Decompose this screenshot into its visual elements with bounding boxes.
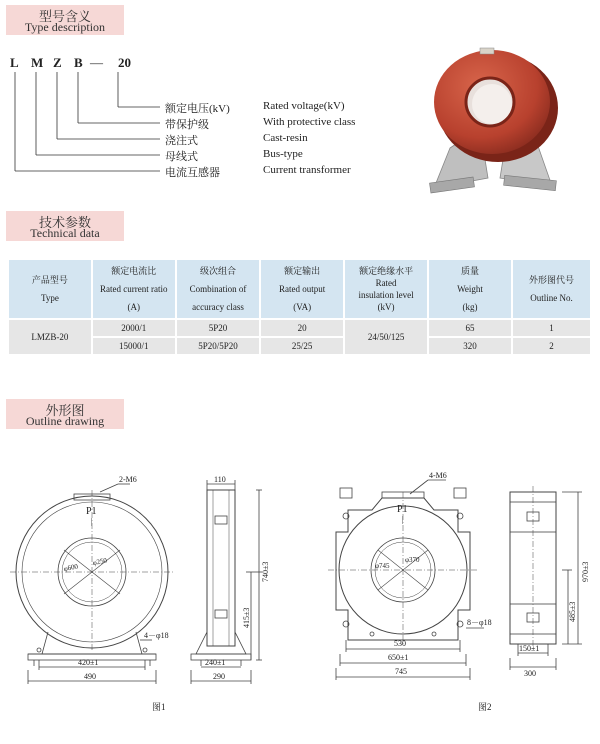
fig1-dia-outer: φ600 (62, 562, 79, 574)
fig1-dim-415: 415±3 (242, 607, 251, 628)
technical-data-title-cn: 技术参数 (38, 215, 91, 230)
fig1-bolt-top-label: 2-M6 (119, 475, 137, 484)
header-insulation: 额定绝缘水平 Rated insulation level (kV) (345, 260, 427, 318)
fig1-dim-290: 290 (213, 672, 225, 681)
outline-drawings (0, 470, 600, 720)
fig2-dim-485: 485±3 (568, 601, 577, 622)
fig2-dim-650: 650±1 (388, 653, 409, 662)
outline-drawing-title-cn: 外形图 (45, 403, 85, 418)
figure-2 (328, 480, 582, 680)
code-number: 20 (118, 55, 131, 70)
fig1-dim-740: 740±3 (261, 561, 270, 582)
cell-ratio: 2000/1 (93, 320, 175, 336)
fig1-dim-490: 490 (84, 672, 96, 681)
figure-1 (10, 480, 262, 684)
code-letter-m: M (31, 55, 44, 70)
table-row (9, 338, 590, 354)
code-letter-z: Z (53, 55, 62, 70)
fig1-p1-label: P1 (86, 506, 97, 517)
technical-data-heading (6, 211, 124, 241)
cell-type: LMZB-20 (9, 320, 91, 354)
figure-1-labels (63, 475, 270, 681)
outline-drawing-heading (6, 399, 124, 429)
header-ratio: 额定电流比 Rated current ratio (A) (93, 260, 175, 318)
fig1-p1-marker: | (91, 517, 93, 526)
fig1-dia-inner: φ250 (91, 556, 108, 568)
cell-outline: 2 (513, 338, 590, 354)
type-description-title-en: Type description (24, 20, 106, 34)
fig2-dim-970: 970±3 (581, 561, 590, 582)
header-output: 额定输出 Rated output (VA) (261, 260, 343, 318)
technical-data-title-en: Technical data (30, 226, 100, 240)
header-accuracy: 级次组合 Combination of accuracy class (177, 260, 260, 318)
transformer-photo (420, 28, 570, 196)
figure-2-labels (375, 471, 590, 678)
fig2-p1-label: P1 (397, 504, 408, 515)
fig2-dim-150: 150±1 (519, 644, 540, 653)
technical-data-table (7, 258, 592, 356)
fig1-dim-110: 110 (214, 475, 226, 484)
cell-accuracy: 5P20 (177, 320, 260, 336)
cell-accuracy: 5P20/5P20 (177, 338, 260, 354)
fig2-dim-300: 300 (524, 669, 536, 678)
fig2-dim-530: 530 (394, 639, 406, 648)
cell-weight: 65 (429, 320, 511, 336)
cell-insulation: 24/50/125 (345, 320, 427, 354)
fig2-dia-outer: φ745 (375, 562, 390, 570)
table-header-row (9, 260, 590, 318)
fig2-caption: 图2 (478, 702, 492, 712)
table-row (9, 320, 590, 336)
fig1-bolt-side-label: 4－φ18 (144, 631, 169, 640)
cell-ratio: 15000/1 (93, 338, 175, 354)
fig1-caption: 图1 (152, 702, 166, 712)
fig2-bolt-top-label: 4-M6 (429, 471, 447, 480)
header-weight: 质量 Weight (kg) (429, 260, 511, 318)
code-letter-b: B (74, 55, 83, 70)
fig2-dim-745: 745 (395, 667, 407, 676)
cell-outline: 1 (513, 320, 590, 336)
outline-drawing-title-en: Outline drawing (25, 414, 105, 428)
header-type: 产品型号 Type (9, 260, 91, 318)
fig1-dim-420: 420±1 (78, 658, 99, 667)
cell-output: 20 (261, 320, 343, 336)
fig2-dia-inner: φ370 (405, 556, 420, 564)
header-outline: 外形图代号 Outline No. (513, 260, 590, 318)
cell-weight: 320 (429, 338, 511, 354)
type-description-title-cn: 型号含义 (38, 9, 91, 24)
fig1-dim-240: 240±1 (205, 658, 226, 667)
fig2-p1-marker: | (402, 515, 404, 524)
code-dash: — (90, 55, 103, 70)
code-letter-l: L (10, 55, 19, 70)
fig2-bolt-side-label: 8－φ18 (467, 618, 492, 627)
cell-output: 25/25 (261, 338, 343, 354)
